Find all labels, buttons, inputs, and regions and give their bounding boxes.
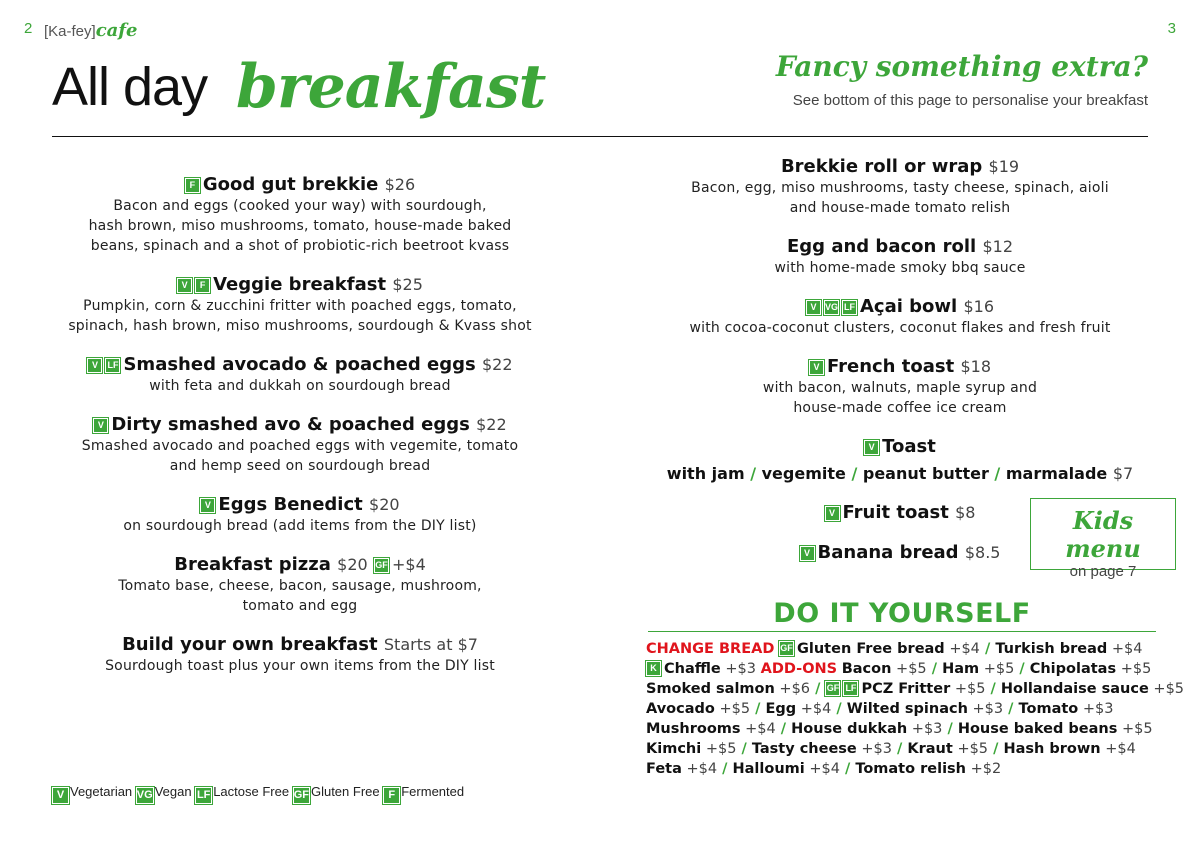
item-price: $22 <box>481 355 513 374</box>
header-divider <box>52 136 1148 137</box>
diy-item-price: +$4 <box>800 701 832 717</box>
diy-item-price: +$3 <box>861 741 892 757</box>
diy-item-name: Hollandaise sauce <box>1000 681 1149 697</box>
diy-item-price: +$4 <box>949 641 980 657</box>
item-name: Eggs Benedict <box>218 494 363 515</box>
item-price: Starts at $7 <box>383 635 478 654</box>
item-price: $26 <box>384 175 416 194</box>
item-price: $20 <box>337 555 368 574</box>
diy-item-price: +$4 <box>745 721 776 737</box>
see-bottom-note: See bottom of this page to personalise your breakfast <box>792 92 1148 109</box>
item-name: Smashed avocado & poached eggs <box>123 354 476 375</box>
menu-item <box>40 354 560 396</box>
item-name: Fruit toast <box>842 502 949 523</box>
item-name: French toast <box>826 356 955 377</box>
item-description: with feta and dukkah on sourdough bread <box>149 378 451 394</box>
vegan-badge: VG <box>136 787 154 804</box>
vegetarian-badge: V <box>200 498 215 513</box>
item-name: Build your own breakfast <box>122 634 378 655</box>
item-heading <box>40 414 560 436</box>
diy-item-price: +$3 <box>725 661 756 677</box>
diy-item-name: Turkish bread <box>995 641 1108 657</box>
fermented-badge: F <box>195 278 210 293</box>
vegan-badge: VG <box>824 300 839 315</box>
dietary-legend <box>52 784 464 804</box>
brand-script: cafe <box>95 20 138 41</box>
diy-list <box>646 639 1186 779</box>
item-description: Bacon, egg, miso mushrooms, tasty cheese, spinach, aioli and house-made tomato relish <box>691 180 1109 216</box>
toast-option: peanut butter <box>862 464 989 483</box>
item-extra-price: +$4 <box>391 555 426 574</box>
diy-item-price: +$3 <box>1082 701 1114 717</box>
fermented-badge: F <box>185 178 200 193</box>
diy-item-price: +$5 <box>954 681 986 697</box>
diy-item-price: +$5 <box>719 701 751 717</box>
fermented-badge: F <box>383 787 400 804</box>
menu-item <box>640 356 1160 418</box>
page-title-script: breakfast <box>236 52 546 122</box>
diy-line: K Chaffle +$3 ADD-ONS Bacon +$5 / Ham +$5 / Chipolatas +$5 <box>646 659 1186 679</box>
diy-item-price: +$4 <box>1111 641 1143 657</box>
diy-line: Avocado +$5 / Egg +$4 / Wilted spinach +$3 / Tomato +$3 <box>646 701 1114 717</box>
item-description: with cocoa-coconut clusters, coconut flakes and fresh fruit <box>689 320 1111 336</box>
vegetarian-badge: V <box>177 278 192 293</box>
legend-label: Gluten Free <box>310 784 384 799</box>
diy-item-price: +$3 <box>972 701 1004 717</box>
item-name: Good gut brekkie <box>202 174 379 195</box>
item-heading <box>640 356 1160 378</box>
menu-item <box>40 554 560 616</box>
item-heading <box>640 156 1160 178</box>
diy-line: CHANGE BREAD GF Gluten Free bread +$4 / Turkish bread +$4 <box>646 641 1143 657</box>
legend-label: Fermented <box>401 784 465 799</box>
item-name: Açai bowl <box>859 296 958 317</box>
item-price: $7 <box>1112 464 1134 483</box>
item-price: $25 <box>392 275 423 294</box>
diy-item-name: Tomato <box>1018 701 1079 717</box>
diy-item-name: Wilted spinach <box>846 701 968 717</box>
menu-item <box>40 494 560 536</box>
item-name: Toast <box>882 436 936 457</box>
diy-item-price: +$5 <box>896 661 927 677</box>
menu-item-banana-bread <box>780 542 1020 564</box>
menu-item <box>640 156 1160 218</box>
diy-item-name: Avocado <box>646 701 715 717</box>
item-heading <box>40 174 560 196</box>
kids-menu-title: Kids menu <box>1065 506 1141 563</box>
diy-item-price: +$2 <box>970 761 1002 777</box>
item-description: with bacon, walnuts, maple syrup and house-made coffee ice cream <box>762 380 1038 416</box>
toast-option: with jam <box>666 464 745 483</box>
diy-item-name: PCZ Fritter <box>861 681 951 697</box>
vegetarian-badge: V <box>800 546 815 561</box>
diy-item-name: Gluten Free bread <box>796 641 945 657</box>
gluten-free-badge: GF <box>825 681 840 696</box>
gluten-free-badge: GF <box>779 641 794 656</box>
item-price: $8.5 <box>964 543 1001 562</box>
keto-badge: K <box>646 661 661 676</box>
diy-item-price: +$5 <box>705 741 737 757</box>
item-name: Brekkie roll or wrap <box>780 156 983 177</box>
diy-item-name: Kraut <box>907 741 953 757</box>
item-description: Bacon and eggs (cooked your way) with sourdough, hash brown, miso mushrooms, tomato, house-made baked beans, spinach and a shot of probiotic-rich beetroot kvass <box>88 198 512 254</box>
menu-item <box>640 296 1160 338</box>
kids-menu-box <box>1030 498 1176 580</box>
diy-item-price: +$5 <box>1122 721 1153 737</box>
item-description: with home-made smoky bbq sauce <box>774 260 1026 276</box>
diy-item-name: Egg <box>765 701 797 717</box>
gluten-free-badge: GF <box>374 558 389 573</box>
lactose-free-badge: LF <box>195 787 212 804</box>
vegetarian-badge: V <box>52 787 69 804</box>
toast-option: marmalade <box>1005 464 1108 483</box>
legend-label: Lactose Free <box>213 784 293 799</box>
item-price: $22 <box>476 415 507 434</box>
diy-item-price: +$6 <box>779 681 811 697</box>
vegetarian-badge: V <box>825 506 840 521</box>
vegetarian-badge: V <box>864 440 879 455</box>
item-price: $12 <box>982 237 1013 256</box>
diy-divider <box>648 631 1156 632</box>
diy-item-price: +$5 <box>983 661 1015 677</box>
item-description: Pumpkin, corn & zucchini fritter with poached eggs, tomato, spinach, hash brown, miso mushrooms, sourdough & Kvass shot <box>68 298 532 334</box>
diy-item-name: Chaffle <box>664 661 721 677</box>
item-price: $16 <box>963 297 995 316</box>
item-name: Breakfast pizza <box>174 554 331 575</box>
lactose-free-badge: LF <box>105 358 120 373</box>
item-heading <box>640 236 1160 258</box>
diy-item-name: Mushrooms <box>646 721 741 737</box>
item-name: Dirty smashed avo & poached eggs <box>111 414 470 435</box>
diy-item-price: +$5 <box>1153 681 1185 697</box>
diy-item-name: Hash brown <box>1003 741 1101 757</box>
vegetarian-badge: V <box>93 418 108 433</box>
diy-title: DO IT YOURSELF <box>773 598 1031 629</box>
add-ons-heading: ADD-ONS <box>760 661 838 677</box>
item-price: $20 <box>369 495 400 514</box>
legend-label: Vegan <box>154 784 196 799</box>
brand-logo <box>44 20 138 41</box>
menu-item <box>40 414 560 476</box>
lactose-free-badge: LF <box>843 681 858 696</box>
diy-item-name: House baked beans <box>957 721 1118 737</box>
item-description: Sourdough toast plus your own items from the DIY list <box>105 658 495 674</box>
page-number-left: 2 <box>24 20 33 37</box>
kids-menu-subtitle: on page 7 <box>1069 563 1137 580</box>
item-name: Egg and bacon roll <box>786 236 977 257</box>
diy-line: Smoked salmon +$6 / GF LF PCZ Fritter +$5 / Hollandaise sauce +$5 <box>646 681 1185 697</box>
diy-item-name: Halloumi <box>732 761 805 777</box>
diy-item-name: Ham <box>942 661 980 677</box>
diy-item-name: Kimchi <box>646 741 702 757</box>
diy-item-price: +$5 <box>1120 661 1152 677</box>
diy-item-price: +$4 <box>1105 741 1136 757</box>
item-name: Veggie breakfast <box>213 274 387 295</box>
item-heading <box>40 494 560 516</box>
gluten-free-badge: GF <box>293 787 310 804</box>
menu-item-fruit-toast <box>780 502 1020 524</box>
menu-item-toast <box>650 436 1150 483</box>
item-description: Tomato base, cheese, bacon, sausage, mushroom, tomato and egg <box>118 578 482 614</box>
item-description: Smashed avocado and poached eggs with vegemite, tomato and hemp seed on sourdough bread <box>81 438 519 474</box>
item-price: $18 <box>960 357 992 376</box>
item-heading <box>40 354 560 376</box>
legend-label: Vegetarian <box>70 784 136 799</box>
diy-item-name: Smoked salmon <box>646 681 775 697</box>
toast-option: vegemite <box>761 464 846 483</box>
menu-item <box>40 174 560 256</box>
page-title-plain: All day <box>52 57 208 117</box>
lactose-free-badge: LF <box>842 300 857 315</box>
diy-item-price: +$4 <box>686 761 718 777</box>
diy-item-price: +$3 <box>911 721 943 737</box>
menu-item <box>40 634 560 676</box>
diy-line: Mushrooms +$4 / House dukkah +$3 / House baked beans +$5 <box>646 721 1153 737</box>
menu-item <box>640 236 1160 278</box>
item-heading <box>40 554 560 576</box>
item-name: Banana bread <box>817 542 959 563</box>
vegetarian-badge: V <box>87 358 102 373</box>
item-price: $19 <box>988 157 1020 176</box>
diy-item-price: +$4 <box>809 761 840 777</box>
vegetarian-badge: V <box>806 300 821 315</box>
item-heading <box>640 296 1160 318</box>
diy-item-name: Tasty cheese <box>751 741 857 757</box>
diy-item-name: Chipolatas <box>1029 661 1117 677</box>
diy-line: Kimchi +$5 / Tasty cheese +$3 / Kraut +$5 / Hash brown +$4 <box>646 741 1136 757</box>
item-heading <box>40 634 560 656</box>
diy-item-price: +$5 <box>957 741 989 757</box>
vegetarian-badge: V <box>809 360 824 375</box>
toast-options: with jam / vegemite / peanut butter / marmalade $7 <box>666 464 1134 483</box>
page-number-right: 3 <box>1167 20 1176 37</box>
fancy-heading: Fancy something extra? <box>775 50 1148 83</box>
brand-bracket: [Ka-fey] <box>44 23 96 40</box>
diy-line: Feta +$4 / Halloumi +$4 / Tomato relish +$2 <box>646 761 1002 777</box>
item-description: on sourdough bread (add items from the DIY list) <box>123 518 477 534</box>
item-heading <box>40 274 560 296</box>
item-price: $8 <box>955 503 976 522</box>
diy-item-name: House dukkah <box>791 721 908 737</box>
diy-item-name: Tomato relish <box>855 761 966 777</box>
diy-item-name: Bacon <box>841 661 892 677</box>
menu-item <box>40 274 560 336</box>
change-bread-heading: CHANGE BREAD <box>646 641 775 657</box>
diy-item-name: Feta <box>646 761 682 777</box>
